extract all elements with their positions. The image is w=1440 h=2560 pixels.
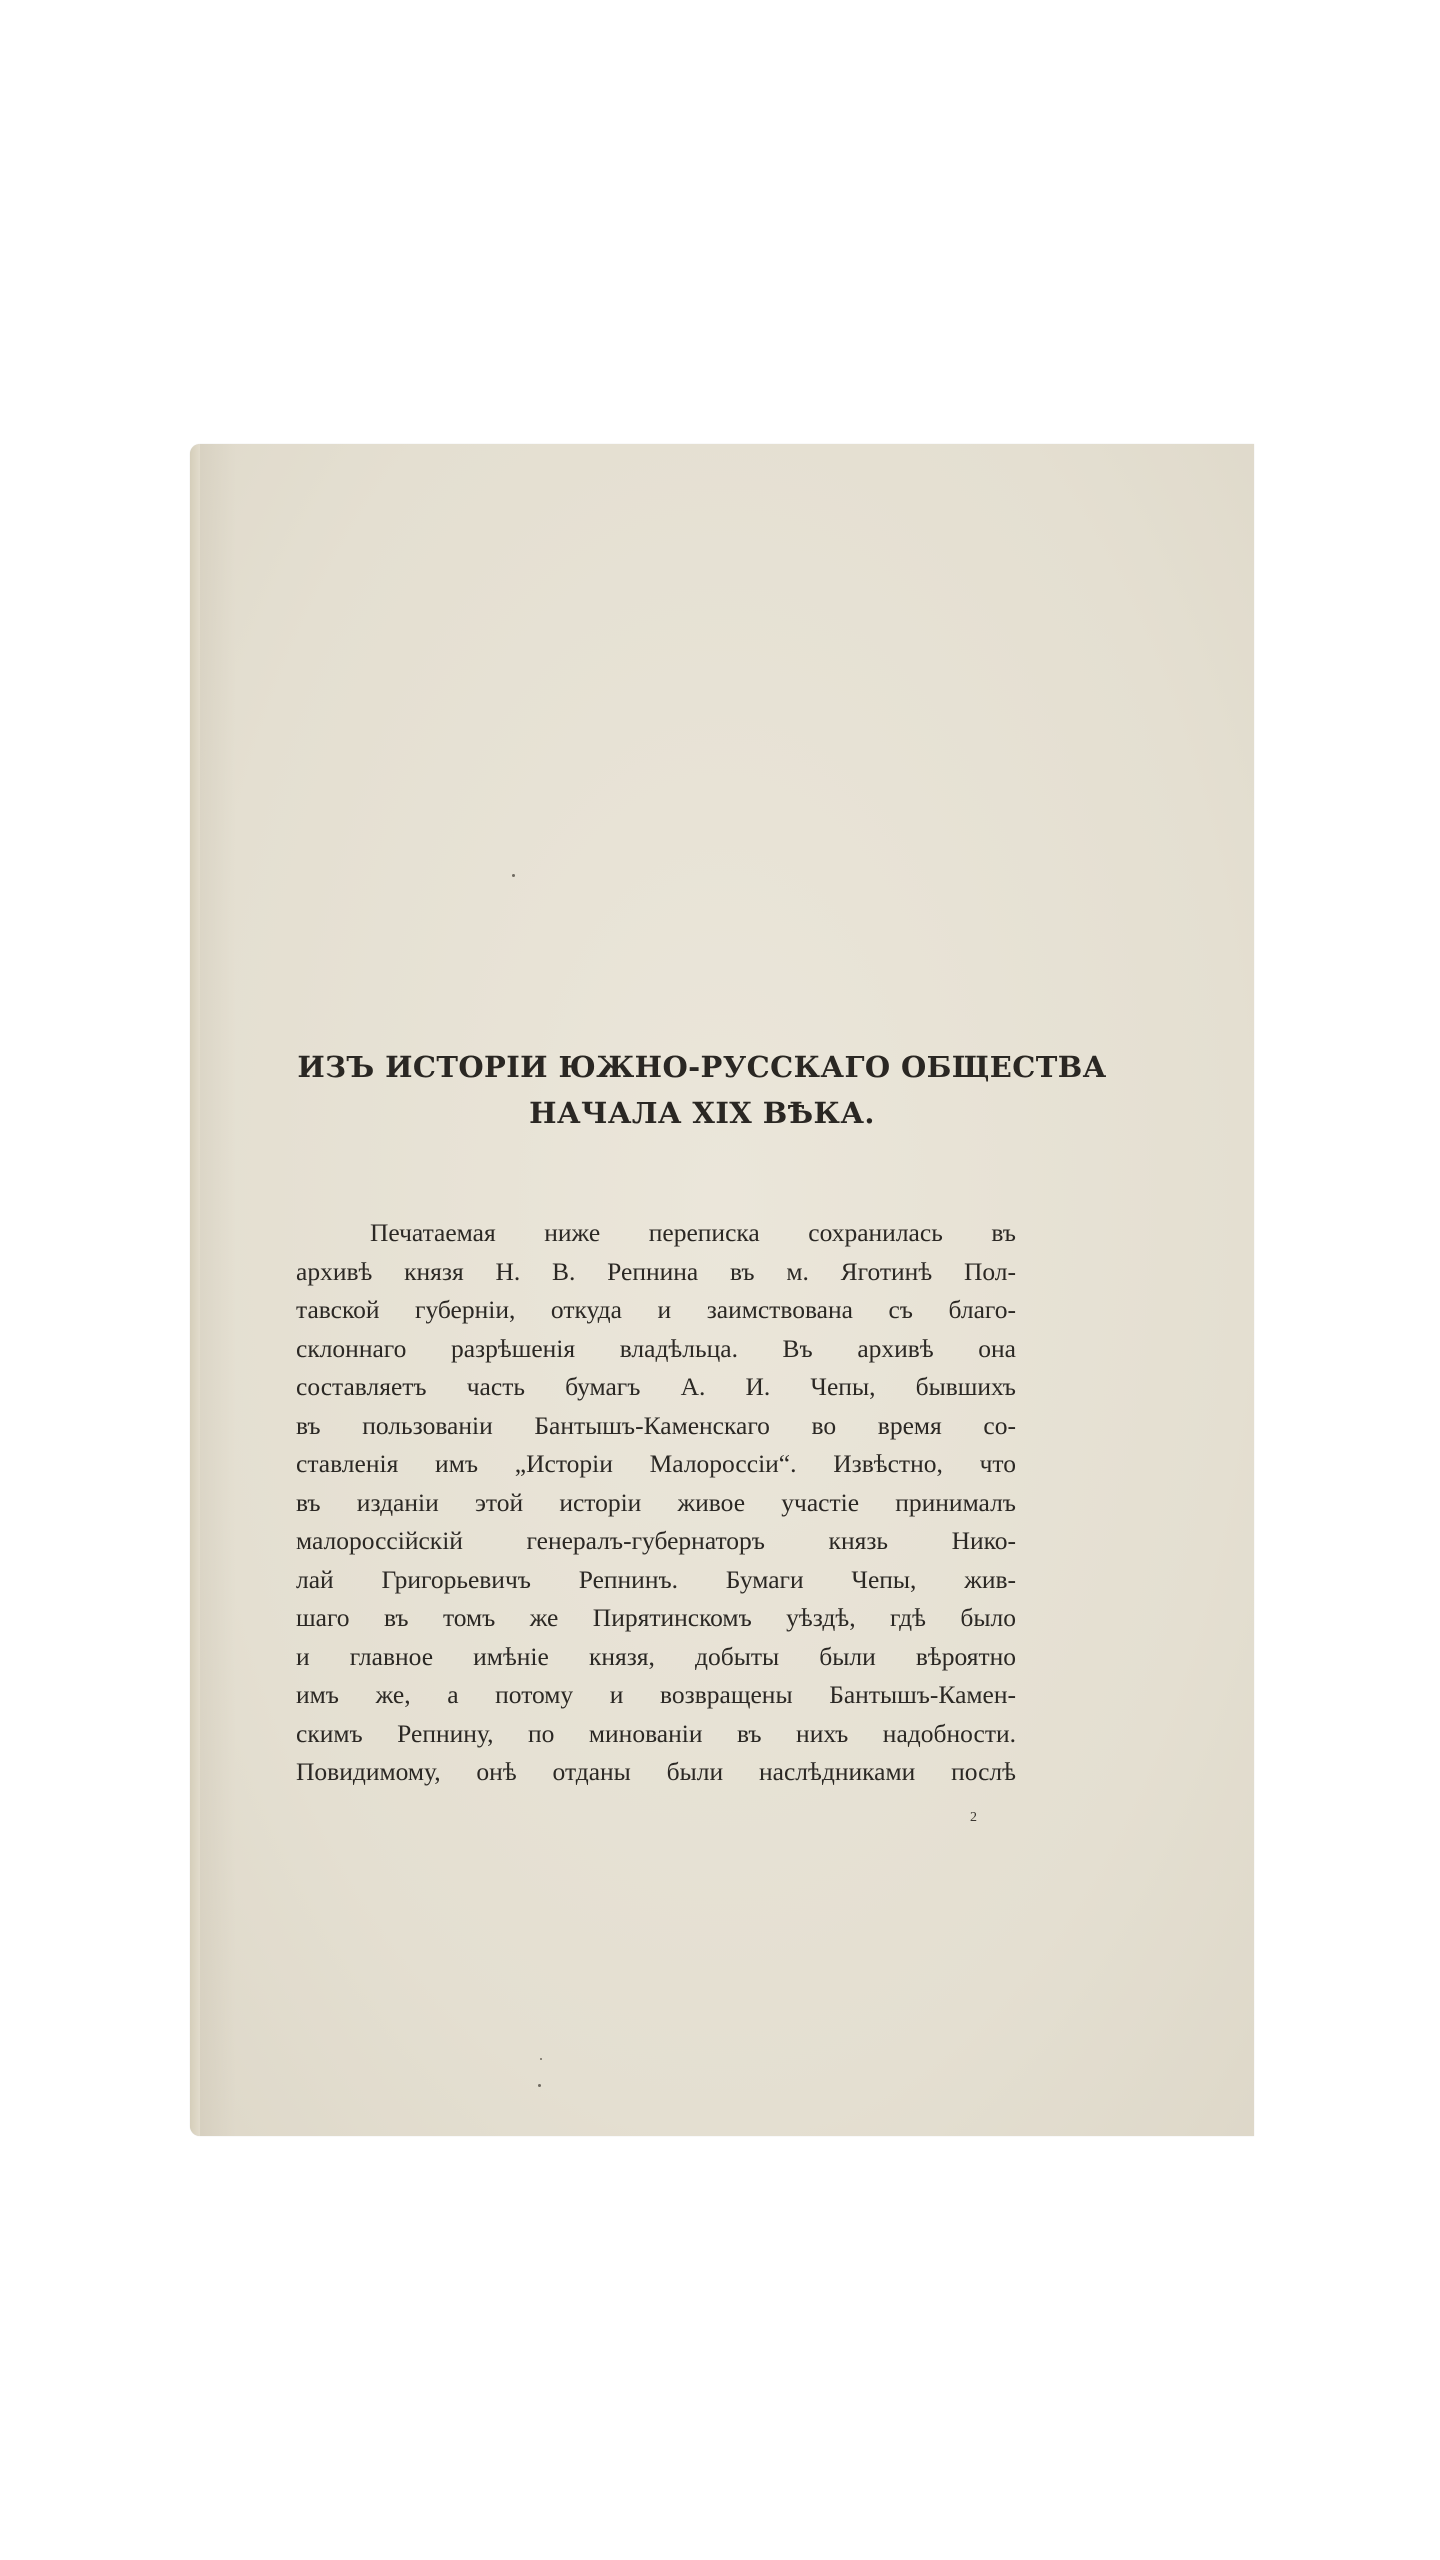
text-line: малороссійскій генералъ-губернаторъ князь Нико- xyxy=(296,1526,1016,1555)
paper-speck xyxy=(538,2084,541,2087)
text-line: составляетъ часть бумагъ А. И. Чепы, бывшихъ xyxy=(296,1372,1016,1401)
page-edge xyxy=(190,444,200,2136)
text-line: имъ же, а потому и возвращены Бантышъ-Камен- xyxy=(296,1680,1016,1709)
text-line: въ изданіи этой исторіи живое участіе принималъ xyxy=(296,1487,1016,1517)
text-line: Печатаемая ниже переписка сохранилась въ xyxy=(370,1218,1016,1247)
body-text xyxy=(296,1214,1016,1792)
text-line: тавской губерніи, откуда и заимствована съ благо- xyxy=(296,1295,1016,1324)
paper-speck xyxy=(512,874,515,877)
text-line: Повидимому, онѣ отданы были наслѣдниками послѣ xyxy=(296,1757,1016,1786)
text-line: архивѣ князя Н. В. Репнина въ м. Яготинѣ Пол- xyxy=(296,1256,1016,1286)
book-page xyxy=(190,444,1254,2136)
text-line: шаго въ томъ же Пирятинскомъ уѣздѣ, гдѣ было xyxy=(296,1603,1016,1632)
title-line-1: ИЗЪ ИСТОРІИ ЮЖНО-РУССКАГО ОБЩЕСТВА xyxy=(297,1050,1107,1084)
text-line: и главное имѣніе князя, добыты были вѣроятно xyxy=(296,1641,1016,1671)
text-line: склоннаго разрѣшенія владѣльца. Въ архивѣ она xyxy=(296,1333,1016,1363)
signature-mark: 2 xyxy=(970,1810,977,1825)
text-line: въ пользованіи Бантышъ-Каменскаго во время со- xyxy=(296,1410,1016,1440)
text-line: скимъ Репнину, по минованіи въ нихъ надобности. xyxy=(296,1718,1016,1748)
title-line-2: НАЧАЛА XIX ВѢКА. xyxy=(529,1096,875,1130)
page-title xyxy=(190,1044,1254,1136)
text-line: ставленія имъ „Исторіи Малороссіи“. Извѣстно, что xyxy=(296,1449,1016,1478)
text-line: лай Григорьевичъ Репнинъ. Бумаги Чепы, жив- xyxy=(296,1564,1016,1594)
paper-speck xyxy=(540,2058,542,2060)
